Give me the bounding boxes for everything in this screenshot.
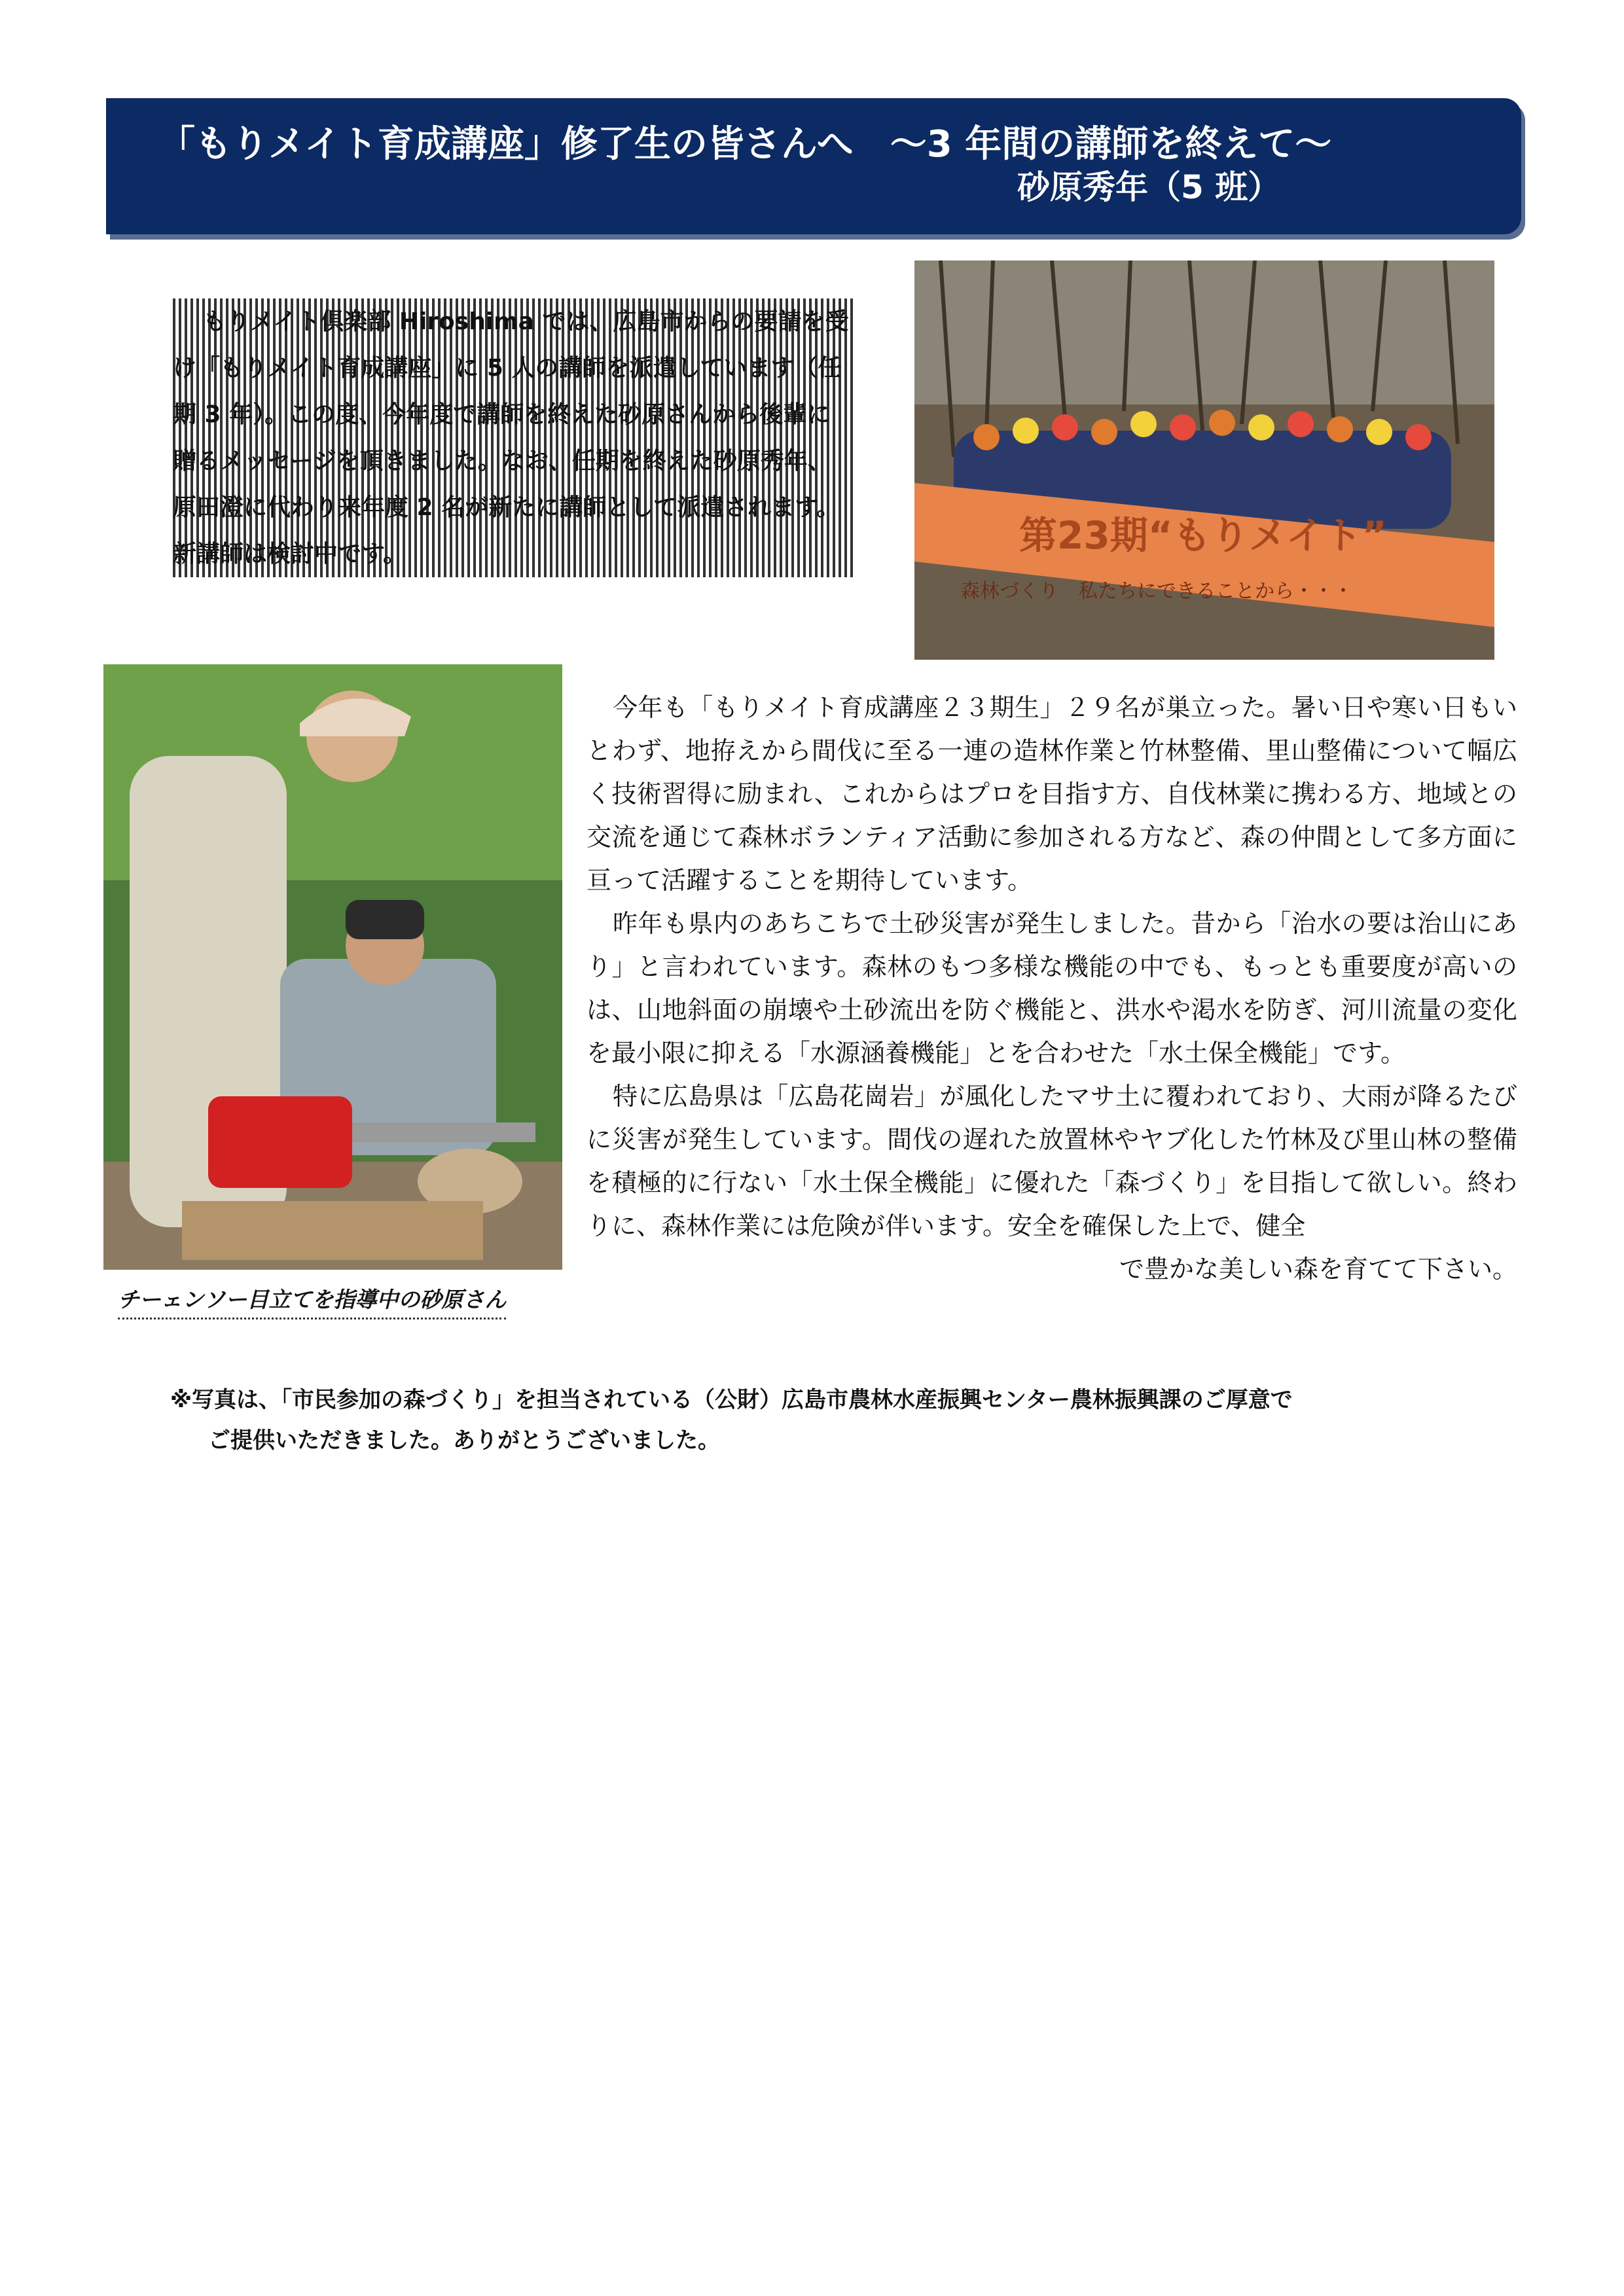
- note-line-2: ご提供いただきました。ありがとうございました。: [208, 1427, 720, 1454]
- article-body: [586, 686, 1517, 1291]
- chainsaw-photo-caption: チーェンソー目立てを指導中の砂原さん: [118, 1283, 506, 1319]
- body-paragraph-2: 昨年も県内のあちこちで土砂災害が発生しました。昔から「治水の要は治山にあり」と言われています。森林のもつ多様な機能の中でも、もっとも重要度が高いのは、山地斜面の崩壊や土砂流出を防ぐ機能と、洪水や渇水を防ぎ、河川流量の変化を最小限に抑える「水源涵養機能」とを合わせた「水土保全機能」です。: [586, 909, 1517, 1067]
- intro-box: [173, 298, 854, 577]
- article-title: 「もりメイト育成講座」修了生の皆さんへ ～3 年間の講師を終えて～: [158, 123, 1332, 166]
- group-photo: [914, 260, 1494, 660]
- photo-credit-note: [170, 1380, 1293, 1461]
- banner-subtext: 森林づくり 私たちにできることから・・・: [960, 580, 1353, 603]
- body-paragraph-3: 特に広島県は「広島花崗岩」が風化したマサ土に覆われており、大雨が降るたびに災害が発生しています。間伐の遅れた放置林やヤブ化した竹林及び里山林の整備を積極的に行ない「水土保全機能」に優れた「森づくり」を目指して欲しい。終わりに、森林作業には危険が伴います。安全を確保した上で、健全: [586, 1082, 1517, 1240]
- note-line-1: ※写真は、「市民参加の森づくり」を担当されている（公財）広島市農林水産振興センター農林振興課のご厚意で: [170, 1387, 1293, 1413]
- article-author: 砂原秀年（5 班）: [1017, 168, 1281, 206]
- body-paragraph-1: 今年も「もりメイト育成講座２３期生」２９名が巣立った。暑い日や寒い日もいとわず、地拵えから間伐に至る一連の造林作業と竹林整備、里山整備について幅広く技術習得に励まれ、これからはプロを目指す方、自伐林業に携わる方、地域との交流を通じて森林ボランティア活動に参加される方など、森の仲間として多方面に亘って活躍することを期待しています。: [586, 693, 1517, 895]
- article-header: [106, 98, 1521, 234]
- intro-text: もりメイト倶楽部 Hiroshima では、広島市からの要請を受け「もりメイト育成講座」に 5 人の講師を派遣しています（任期 3 年）。この度、今年度で講師を終えた砂原さんから後輩に贈るメッセージを頂きました。なお、任期を終えた砂原秀年、原田澄に代わり来年度 2 名が新たに講師として派遣されます。新講師は検討中です。: [173, 298, 854, 577]
- body-closing: で豊かな美しい森を育てて下さい。: [1119, 1255, 1517, 1283]
- banner-text: 第23期“もりメイト”: [1019, 513, 1387, 558]
- chainsaw-photo: [103, 664, 562, 1270]
